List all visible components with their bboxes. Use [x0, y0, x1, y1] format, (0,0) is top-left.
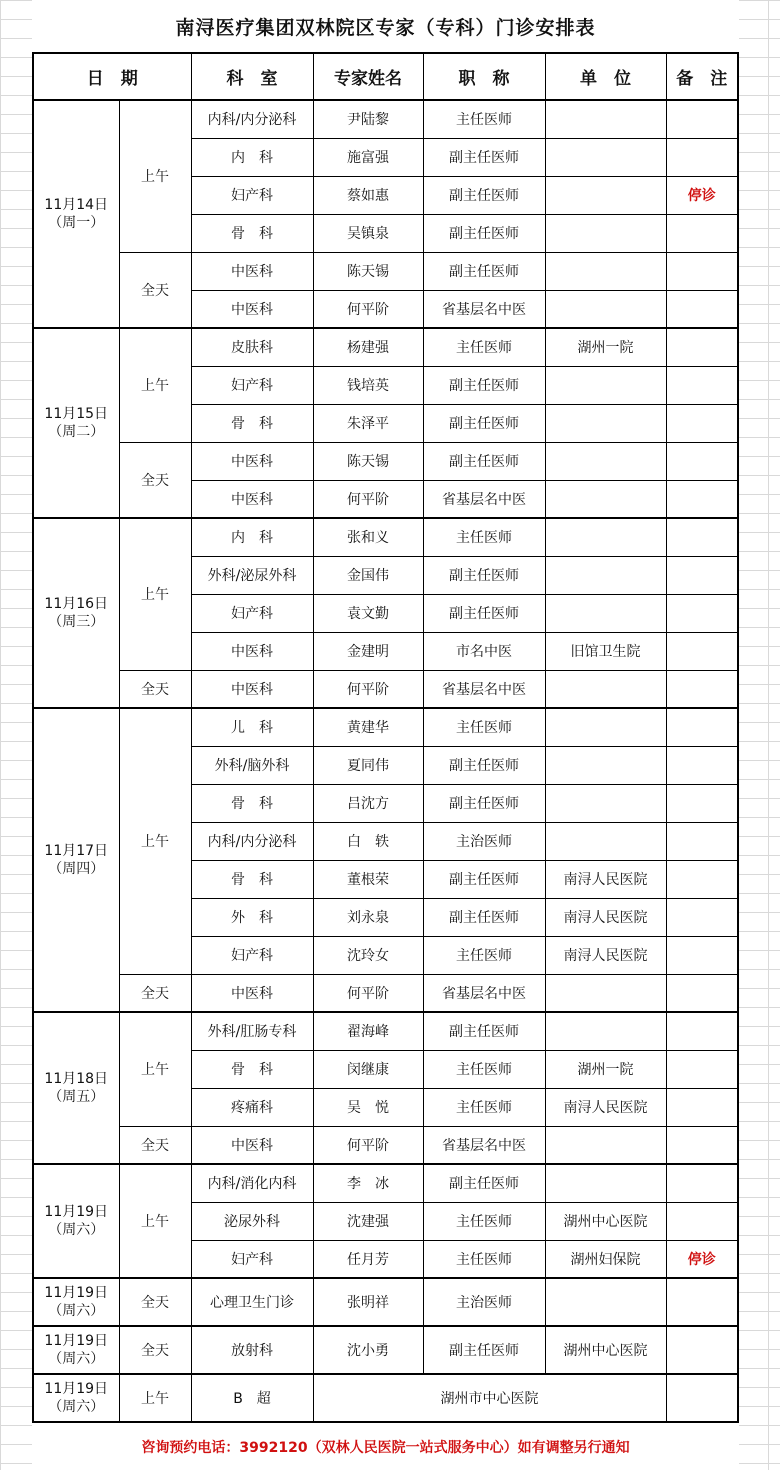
dept-cell: 外科/泌尿外科: [191, 556, 313, 594]
title-cell: 副主任医师: [423, 252, 545, 290]
expert-name-cell: 金国伟: [313, 556, 423, 594]
note-cell: [666, 404, 738, 442]
note-cell: [666, 594, 738, 632]
note-cell: [666, 936, 738, 974]
dept-cell: 外 科: [191, 898, 313, 936]
weekday-text: （周六）: [48, 1351, 105, 1367]
date-cell: [33, 1278, 119, 1326]
dept-cell: 骨 科: [191, 404, 313, 442]
title-cell: 主治医师: [423, 822, 545, 860]
title-cell: 省基层名中医: [423, 480, 545, 518]
date-cell: [33, 518, 119, 708]
date-text: 11月14日: [44, 197, 109, 213]
note-cell: [666, 214, 738, 252]
period-cell: 全天: [119, 252, 191, 328]
title-cell: 副主任医师: [423, 1012, 545, 1050]
note-cell: [666, 556, 738, 594]
expert-name-cell: 何平阶: [313, 670, 423, 708]
note-cell: [666, 1012, 738, 1050]
period-cell: 全天: [119, 974, 191, 1012]
dept-cell: 外科/脑外科: [191, 746, 313, 784]
date-cell: [33, 1164, 119, 1278]
note-cell: 停诊: [666, 1240, 738, 1278]
dept-cell: 妇产科: [191, 936, 313, 974]
weekday-text: （周六）: [48, 1303, 105, 1319]
date-cell: [33, 1326, 119, 1374]
date-text: 11月17日: [44, 843, 109, 859]
note-cell: [666, 1326, 738, 1374]
dept-cell: 妇产科: [191, 366, 313, 404]
table-row: [33, 670, 738, 708]
unit-cell: [545, 670, 666, 708]
title-cell: 主任医师: [423, 1202, 545, 1240]
title-cell: 主任医师: [423, 936, 545, 974]
expert-name-cell: 李 冰: [313, 1164, 423, 1202]
unit-cell: [545, 404, 666, 442]
expert-name-cell: 何平阶: [313, 974, 423, 1012]
expert-name-cell: 翟海峰: [313, 1012, 423, 1050]
title-cell: 副主任医师: [423, 138, 545, 176]
expert-name-cell: 施富强: [313, 138, 423, 176]
title-cell: 省基层名中医: [423, 670, 545, 708]
dept-cell: 中医科: [191, 442, 313, 480]
expert-name-cell: 钱培英: [313, 366, 423, 404]
dept-cell: 内 科: [191, 138, 313, 176]
dept-cell: 中医科: [191, 480, 313, 518]
note-cell: [666, 860, 738, 898]
weekday-text: （周二）: [48, 424, 105, 440]
expert-name-cell: 袁文勤: [313, 594, 423, 632]
title-cell: 副主任医师: [423, 176, 545, 214]
unit-cell: [545, 784, 666, 822]
expert-name-cell: 夏同伟: [313, 746, 423, 784]
period-cell: 上午: [119, 518, 191, 670]
dept-cell: 心理卫生门诊: [191, 1278, 313, 1326]
expert-name-cell: 何平阶: [313, 480, 423, 518]
unit-cell: [545, 252, 666, 290]
expert-name-cell: 金建明: [313, 632, 423, 670]
date-text: 11月19日: [44, 1285, 109, 1301]
date-cell: [33, 1374, 119, 1422]
weekday-text: （周六）: [48, 1399, 105, 1415]
header-unit: 单 位: [545, 53, 666, 100]
dept-cell: 中医科: [191, 974, 313, 1012]
unit-cell: [545, 1164, 666, 1202]
merged-unit-cell: 湖州市中心医院: [313, 1374, 666, 1422]
note-cell: [666, 480, 738, 518]
dept-cell: 中医科: [191, 632, 313, 670]
unit-cell: [545, 1012, 666, 1050]
dept-cell: 内科/内分泌科: [191, 822, 313, 860]
period-cell: 上午: [119, 1012, 191, 1126]
expert-name-cell: 白 轶: [313, 822, 423, 860]
title-cell: 省基层名中医: [423, 290, 545, 328]
title-cell: 主任医师: [423, 328, 545, 366]
expert-name-cell: 任月芳: [313, 1240, 423, 1278]
note-cell: [666, 366, 738, 404]
title-cell: 副主任医师: [423, 898, 545, 936]
title-cell: 主任医师: [423, 1088, 545, 1126]
schedule-table: [32, 52, 739, 1423]
dept-cell: 妇产科: [191, 176, 313, 214]
dept-cell: B 超: [191, 1374, 313, 1422]
dept-cell: 中医科: [191, 252, 313, 290]
expert-name-cell: 朱泽平: [313, 404, 423, 442]
schedule-body: [33, 100, 738, 1422]
unit-cell: [545, 442, 666, 480]
note-cell: [666, 784, 738, 822]
note-cell: [666, 1164, 738, 1202]
dept-cell: 泌尿外科: [191, 1202, 313, 1240]
title-cell: 主任医师: [423, 1050, 545, 1088]
date-text: 11月15日: [44, 406, 109, 422]
note-cell: [666, 708, 738, 746]
footer-contact: 咨询预约电话：3992120（双林人民医院一站式服务中心）如有调整另行通知: [32, 1424, 739, 1470]
note-cell: [666, 1126, 738, 1164]
table-row: [33, 252, 738, 290]
unit-cell: [545, 518, 666, 556]
unit-cell: [545, 746, 666, 784]
expert-name-cell: 尹陆黎: [313, 100, 423, 138]
title-cell: 主任医师: [423, 708, 545, 746]
header-note: 备 注: [666, 53, 738, 100]
table-row: [33, 328, 738, 366]
dept-cell: 骨 科: [191, 214, 313, 252]
expert-name-cell: 杨建强: [313, 328, 423, 366]
dept-cell: 中医科: [191, 1126, 313, 1164]
table-row: [33, 518, 738, 556]
header-title: 职 称: [423, 53, 545, 100]
unit-cell: [545, 1126, 666, 1164]
title-cell: 省基层名中医: [423, 1126, 545, 1164]
unit-cell: [545, 974, 666, 1012]
unit-cell: [545, 594, 666, 632]
date-text: 11月16日: [44, 596, 109, 612]
weekday-text: （周六）: [48, 1222, 105, 1238]
period-cell: 上午: [119, 328, 191, 442]
dept-cell: 内 科: [191, 518, 313, 556]
note-cell: [666, 974, 738, 1012]
expert-name-cell: 张明祥: [313, 1278, 423, 1326]
unit-cell: 湖州妇保院: [545, 1240, 666, 1278]
table-row: [33, 442, 738, 480]
unit-cell: 湖州中心医院: [545, 1326, 666, 1374]
table-row: [33, 100, 738, 138]
dept-cell: 儿 科: [191, 708, 313, 746]
unit-cell: [545, 1278, 666, 1326]
dept-cell: 内科/消化内科: [191, 1164, 313, 1202]
expert-name-cell: 沈小勇: [313, 1326, 423, 1374]
dept-cell: 中医科: [191, 290, 313, 328]
expert-name-cell: 闵继康: [313, 1050, 423, 1088]
header-dept: 科 室: [191, 53, 313, 100]
page-title: 南浔医疗集团双林院区专家（专科）门诊安排表: [32, 0, 739, 52]
title-cell: 主治医师: [423, 1278, 545, 1326]
note-cell: [666, 898, 738, 936]
expert-name-cell: 吴镇泉: [313, 214, 423, 252]
unit-cell: [545, 214, 666, 252]
title-cell: 副主任医师: [423, 784, 545, 822]
unit-cell: 南浔人民医院: [545, 898, 666, 936]
note-cell: [666, 1202, 738, 1240]
period-cell: 上午: [119, 1164, 191, 1278]
dept-cell: 疼痛科: [191, 1088, 313, 1126]
unit-cell: 湖州一院: [545, 1050, 666, 1088]
note-cell: [666, 822, 738, 860]
unit-cell: 南浔人民医院: [545, 860, 666, 898]
expert-name-cell: 陈天锡: [313, 252, 423, 290]
unit-cell: [545, 100, 666, 138]
note-cell: [666, 290, 738, 328]
title-cell: 主任医师: [423, 518, 545, 556]
note-cell: [666, 1050, 738, 1088]
table-row: [33, 1278, 738, 1326]
expert-name-cell: 董根荣: [313, 860, 423, 898]
note-cell: [666, 1374, 738, 1422]
unit-cell: [545, 138, 666, 176]
title-cell: 副主任医师: [423, 860, 545, 898]
table-row: [33, 1374, 738, 1422]
unit-cell: 湖州一院: [545, 328, 666, 366]
note-cell: [666, 442, 738, 480]
expert-name-cell: 张和义: [313, 518, 423, 556]
title-cell: 副主任医师: [423, 1326, 545, 1374]
unit-cell: 南浔人民医院: [545, 936, 666, 974]
date-text: 11月18日: [44, 1071, 109, 1087]
expert-name-cell: 吕沈方: [313, 784, 423, 822]
dept-cell: 妇产科: [191, 594, 313, 632]
period-cell: 上午: [119, 708, 191, 974]
unit-cell: [545, 822, 666, 860]
title-cell: 副主任医师: [423, 442, 545, 480]
date-cell: [33, 328, 119, 518]
dept-cell: 妇产科: [191, 1240, 313, 1278]
date-cell: [33, 1012, 119, 1164]
title-cell: 副主任医师: [423, 746, 545, 784]
period-cell: 全天: [119, 1326, 191, 1374]
note-cell: [666, 746, 738, 784]
expert-name-cell: 沈建强: [313, 1202, 423, 1240]
unit-cell: 旧馆卫生院: [545, 632, 666, 670]
dept-cell: 骨 科: [191, 784, 313, 822]
weekday-text: （周三）: [48, 614, 105, 630]
date-text: 11月19日: [44, 1381, 109, 1397]
table-row: [33, 1164, 738, 1202]
title-cell: 副主任医师: [423, 366, 545, 404]
dept-cell: 皮肤科: [191, 328, 313, 366]
title-cell: 副主任医师: [423, 594, 545, 632]
note-cell: [666, 252, 738, 290]
period-cell: 上午: [119, 1374, 191, 1422]
period-cell: 全天: [119, 442, 191, 518]
title-cell: 省基层名中医: [423, 974, 545, 1012]
date-cell: [33, 100, 119, 328]
title-cell: 副主任医师: [423, 556, 545, 594]
table-row: [33, 974, 738, 1012]
dept-cell: 骨 科: [191, 1050, 313, 1088]
note-cell: [666, 138, 738, 176]
expert-name-cell: 陈天锡: [313, 442, 423, 480]
period-cell: 全天: [119, 670, 191, 708]
expert-name-cell: 刘永泉: [313, 898, 423, 936]
header-row: [33, 53, 738, 100]
date-text: 11月19日: [44, 1333, 109, 1349]
dept-cell: 放射科: [191, 1326, 313, 1374]
weekday-text: （周一）: [48, 215, 105, 231]
expert-name-cell: 蔡如惠: [313, 176, 423, 214]
dept-cell: 中医科: [191, 670, 313, 708]
period-cell: 全天: [119, 1126, 191, 1164]
title-cell: 副主任医师: [423, 1164, 545, 1202]
unit-cell: [545, 708, 666, 746]
expert-name-cell: 沈玲女: [313, 936, 423, 974]
weekday-text: （周五）: [48, 1089, 105, 1105]
unit-cell: [545, 290, 666, 328]
table-row: [33, 1012, 738, 1050]
note-cell: [666, 518, 738, 556]
table-row: [33, 708, 738, 746]
date-cell: [33, 708, 119, 1012]
dept-cell: 内科/内分泌科: [191, 100, 313, 138]
unit-cell: [545, 556, 666, 594]
note-cell: [666, 670, 738, 708]
expert-name-cell: 何平阶: [313, 290, 423, 328]
header-expert-name: 专家姓名: [313, 53, 423, 100]
title-cell: 副主任医师: [423, 214, 545, 252]
unit-cell: [545, 366, 666, 404]
expert-name-cell: 何平阶: [313, 1126, 423, 1164]
note-cell: [666, 100, 738, 138]
header-date: 日 期: [33, 53, 191, 100]
period-cell: 上午: [119, 100, 191, 252]
table-row: [33, 1126, 738, 1164]
weekday-text: （周四）: [48, 861, 105, 877]
dept-cell: 外科/肛肠专科: [191, 1012, 313, 1050]
period-cell: 全天: [119, 1278, 191, 1326]
expert-name-cell: 吴 悦: [313, 1088, 423, 1126]
unit-cell: [545, 176, 666, 214]
note-cell: [666, 632, 738, 670]
note-cell: 停诊: [666, 176, 738, 214]
unit-cell: 南浔人民医院: [545, 1088, 666, 1126]
unit-cell: 湖州中心医院: [545, 1202, 666, 1240]
title-cell: 副主任医师: [423, 404, 545, 442]
table-row: [33, 1326, 738, 1374]
unit-cell: [545, 480, 666, 518]
title-cell: 主任医师: [423, 100, 545, 138]
title-cell: 主任医师: [423, 1240, 545, 1278]
date-text: 11月19日: [44, 1204, 109, 1220]
title-cell: 市名中医: [423, 632, 545, 670]
expert-name-cell: 黄建华: [313, 708, 423, 746]
note-cell: [666, 1088, 738, 1126]
dept-cell: 骨 科: [191, 860, 313, 898]
note-cell: [666, 1278, 738, 1326]
note-cell: [666, 328, 738, 366]
